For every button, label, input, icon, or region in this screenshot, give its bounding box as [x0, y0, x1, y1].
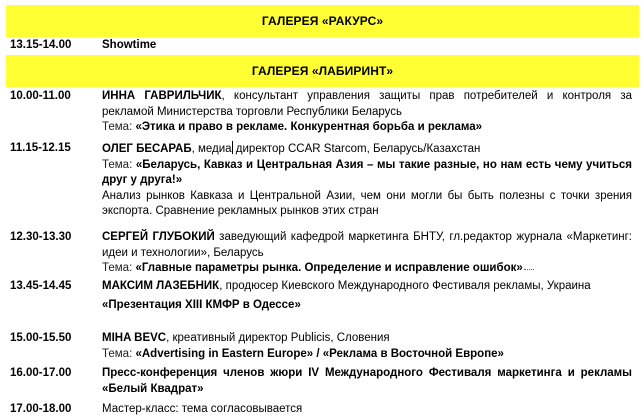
topic-label: Тема:: [102, 347, 136, 360]
speaker-line: [102, 331, 632, 347]
schedule-row-lazebnik: [10, 279, 632, 329]
topic-separator: /: [313, 347, 323, 360]
speaker-description: , продюсер Киевского Международного Фестиваля рекламы, Украина: [219, 280, 591, 292]
schedule-row-glubokiy: [10, 230, 632, 278]
topic-label: Тема:: [102, 121, 136, 134]
session-content: [102, 366, 632, 397]
speaker-line: [102, 89, 632, 120]
session-notes: Анализ рынков Кавказа и Центральной Азии, чем они могли бы быть полезны с точки зрения экспорта. Сравнение рекламных рынков этих стран: [102, 189, 632, 218]
topic-line: [102, 158, 632, 189]
speaker-description-a: , медиа: [191, 143, 232, 155]
speaker-line: [102, 230, 632, 261]
speaker-description: , консультант управления защиты прав потребителей и контроля за рекламой Министерства торговли Республики Беларусь: [102, 90, 632, 118]
schedule-row-gavrilchik: [10, 89, 632, 137]
session-time: 16.00-17.00: [10, 367, 72, 379]
topic-line: [102, 120, 632, 136]
topic-label: Тема:: [102, 262, 136, 275]
session-time: 12.30-13.30: [10, 231, 72, 243]
speaker-name: СЕРГЕЙ ГЛУБОКИЙ: [102, 231, 215, 243]
session-content: [102, 141, 632, 220]
schedule-row-master-class: [10, 402, 632, 418]
topic-title: «Главные параметры рынка. Определение и исправление ошибок»: [135, 262, 523, 275]
topic-title-ru: «Реклама в Восточной Европе»: [322, 347, 504, 360]
schedule-row-press-conference: [10, 366, 632, 400]
schedule-row-showtime: [10, 38, 632, 54]
topic-title-en: «Advertising in Eastern Europe»: [135, 347, 314, 360]
speaker-line: [102, 279, 632, 295]
topic-line: [102, 347, 632, 363]
speaker-description-b: директор CCAR Starcom, Беларусь/Казахстан: [232, 143, 481, 155]
topic-line: [102, 298, 632, 314]
speaker-name: ИННА ГАВРИЛЬЧИК: [102, 90, 222, 102]
session-content: [102, 402, 632, 418]
session-content: [102, 230, 632, 277]
session-time: 15.00-15.50: [10, 332, 72, 344]
topic-title: «Этика и право в рекламе. Конкурентная борьба и реклама»: [135, 121, 483, 134]
session-time: 13.45-14.45: [10, 280, 72, 292]
gallery-rakurs-banner: ГАЛЕРЕЯ «РАКУРС»: [6, 5, 639, 37]
session-time: 17.00-18.00: [10, 403, 72, 415]
session-time: 11.15-12.15: [10, 142, 71, 154]
session-title: Showtime: [102, 39, 157, 51]
schedule-row-bevc: [10, 331, 632, 365]
session-content: [102, 279, 632, 313]
speaker-name: МАКСИМ ЛАЗЕБНИК: [102, 280, 220, 292]
topic-line: [102, 261, 632, 277]
speaker-line: [102, 141, 632, 158]
schedule-row-besarab: [10, 141, 632, 227]
session-content: [102, 38, 632, 54]
session-time: 13.15-14.00: [10, 39, 72, 51]
topic-title: «Презентация XIII КМФР в Одессе»: [102, 298, 301, 311]
speaker-description: , креативный директор Publicis, Словения: [166, 332, 390, 344]
session-title: Пресс-конференция членов жюри IV Международного Фестиваля маркетинга и рекламы «Белый Квадрат»: [102, 367, 632, 395]
session-content: [102, 331, 632, 362]
gallery-labirint-banner: ГАЛЕРЕЯ «ЛАБИРИНТ»: [6, 55, 639, 87]
topic-title: «Беларусь, Кавказ и Центральная Азия – мы такие разные, но нам есть чему учиться друг у друга!»: [102, 158, 632, 187]
topic-label: Тема:: [102, 158, 136, 171]
speaker-name: ОЛЕГ БЕСАРАБ: [102, 143, 192, 155]
session-content: [102, 89, 632, 136]
session-description: Мастер-класс: тема согласовывается: [102, 403, 303, 415]
session-time: 10.00-11.00: [10, 90, 71, 102]
speaker-description: заведующий кафедрой маркетинга БНТУ, гл.редактор журнала «Маркетинг: идеи и технологии», Беларусь: [102, 231, 633, 259]
spellcheck-mark: [524, 265, 534, 270]
speaker-name: MIHA BEVC: [102, 332, 167, 344]
